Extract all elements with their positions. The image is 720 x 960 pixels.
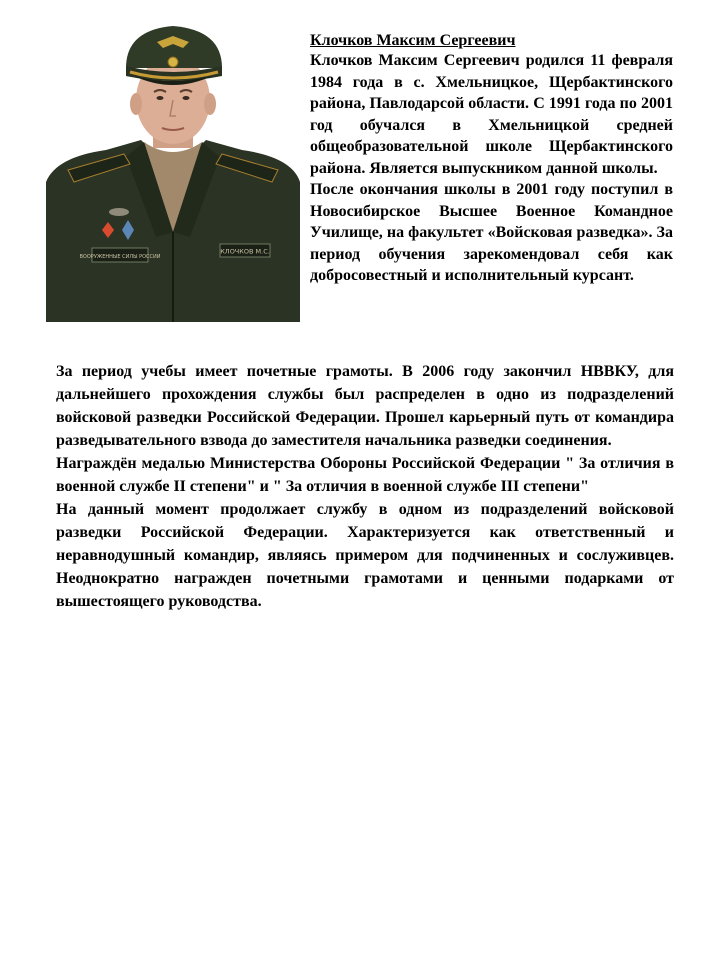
awards-paragraph: Награждён медалью Министерства Обороны Российской Федерации " За отличия в военной службе II степени" и " За отличия в военной службе III степени" (56, 455, 674, 495)
name-tag-text: КЛОЧКОВ М.С. (220, 247, 270, 256)
portrait-illustration (46, 22, 300, 322)
person-name-heading: Клочков Максим Сергеевич (310, 32, 516, 49)
chest-patch-text: ВООРУЖЕННЫЕ СИЛЫ РОССИИ (79, 254, 161, 260)
career-paragraph: За период учебы имеет почетные грамоты. В 2006 году закончил НВВКУ, для дальнейшего прохождения службы был распределен в одно из подразделений войсковой разведки Российской Федерации. Прошел карьерный путь от командира разведывательного взвода до заместителя начальника разведки соединения. (56, 363, 674, 449)
biography-career (56, 360, 674, 613)
biography-intro (310, 31, 673, 287)
current-service-paragraph: На данный момент продолжает службу в одном из подразделений войсковой разведки Российской Федерации. Характеризуется как ответственный и неравнодушный командир, являясь примером для подчиненных и сослуживцев. Неоднократно награжден почетными грамотами и ценными подарками от вышестоящего руководства. (56, 501, 674, 610)
portrait-photo (46, 22, 300, 322)
birth-education-paragraph: Клочков Максим Сергеевич родился 11 февраля 1984 года в с. Хмельницкое, Щербактинского района, Павлодарсой области. С 1991 года по 2001 год обучался в Хмельницкой средней общеобразовательной школе Щербактинского района. Является выпускником данной школы. (310, 52, 673, 177)
military-school-paragraph: После окончания школы в 2001 году поступил в Новосибирское Высшее Военное Командное Училище, на факультет «Войсковая разведка». За период обучения зарекомендовал себя как добросовестный и исполнительный курсант. (310, 181, 673, 284)
